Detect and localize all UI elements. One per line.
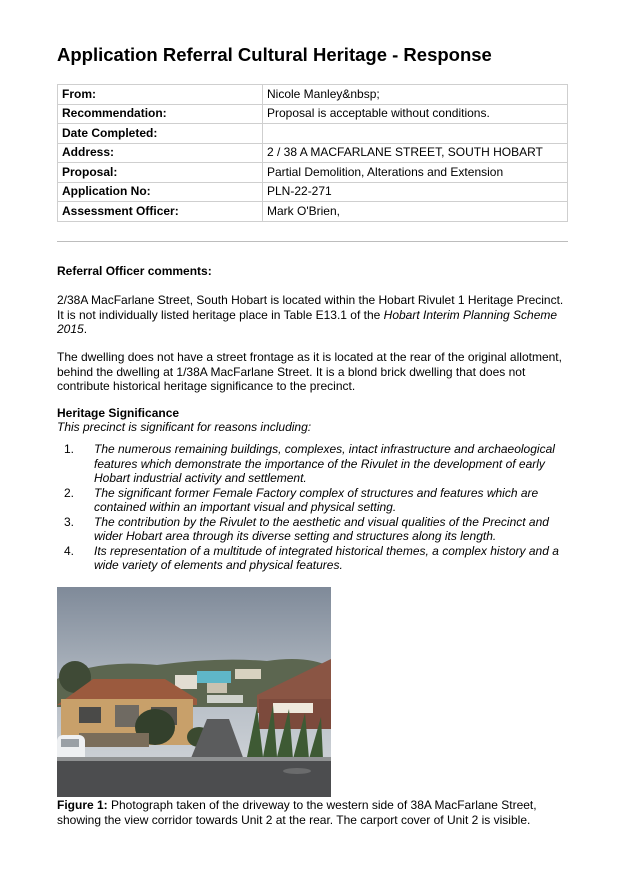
driveway-photo — [57, 587, 331, 797]
field-label: Recommendation: — [58, 104, 263, 124]
field-value: Proposal is acceptable without conditions. — [263, 104, 568, 124]
field-label: Proposal: — [58, 163, 263, 183]
list-item-text: The numerous remaining buildings, complexes, intact infrastructure and archaeological features which demonstrate the importance of the Rivulet in the development of early Hobart industrial activity and settlement. — [94, 442, 555, 485]
section-divider — [57, 241, 568, 242]
field-label: From: — [58, 85, 263, 105]
table-row — [58, 182, 568, 202]
list-item — [57, 442, 568, 486]
list-item-text: Its representation of a multitude of integrated historical themes, a complex history and a wide variety of elements and physical features. — [94, 543, 559, 572]
table-row — [58, 163, 568, 183]
field-label: Assessment Officer: — [58, 202, 263, 222]
list-number: 2. — [64, 485, 75, 500]
significance-list — [57, 442, 568, 573]
planning-scheme-name: Hobart Interim Planning Scheme 2015 — [57, 307, 558, 336]
field-value: Partial Demolition, Alterations and Extension — [263, 163, 568, 183]
page-title: Application Referral Cultural Heritage - Response — [57, 44, 492, 65]
paragraph-dwelling: The dwelling does not have a street frontage as it is located at the rear of the original allotment, behind the dwelling at 1/38A MacFarlane Street. It is a blond brick dwelling that does not contribute historical heritage significance to the precinct. — [57, 350, 562, 393]
field-label: Address: — [58, 143, 263, 163]
list-item-text: The contribution by the Rivulet to the aesthetic and visual qualities of the Precinct and wider Hobart area through its diverse setting and structures along its length. — [94, 514, 549, 543]
list-number: 4. — [64, 543, 75, 558]
paragraph-end: . — [83, 322, 88, 336]
table-row — [58, 85, 568, 105]
paragraph-text: 2/38A MacFarlane Street, South Hobart is located within the Hobart Rivulet 1 Heritage Precinct. It is not individually listed heritage place in Table E13.1 of the — [57, 293, 564, 322]
significance-heading: Heritage Significance — [57, 406, 180, 420]
field-value: Mark O'Brien, — [263, 202, 568, 222]
field-value: 2 / 38 A MACFARLANE STREET, SOUTH HOBART — [263, 143, 568, 163]
field-value: PLN-22-271 — [263, 182, 568, 202]
paragraph-location — [57, 293, 568, 337]
list-item-text: The significant former Female Factory complex of structures and features which are contained within an important visual and physical setting. — [94, 485, 539, 514]
list-item — [57, 544, 568, 573]
significance-list-container — [57, 442, 568, 573]
list-number: 3. — [64, 514, 75, 529]
list-number: 1. — [64, 442, 75, 456]
significance-intro: This precinct is significant for reasons including: — [57, 420, 312, 434]
field-value: Nicole Manley&nbsp; — [263, 85, 568, 105]
field-label: Date Completed: — [58, 124, 263, 144]
field-value — [263, 124, 568, 144]
table-row — [58, 104, 568, 124]
figure-caption — [57, 798, 568, 827]
table-row — [58, 202, 568, 222]
figure-caption-text: Photograph taken of the driveway to the western side of 38A MacFarlane Street, showing the view corridor towards Unit 2 at the rear. The carport cover of Unit 2 is visible. — [57, 798, 537, 827]
list-item — [57, 515, 568, 544]
field-label: Application No: — [58, 182, 263, 202]
referral-details-table — [57, 84, 568, 222]
table-row — [58, 143, 568, 163]
table-row — [58, 124, 568, 144]
figure-label: Figure 1: — [57, 798, 108, 812]
list-item — [57, 486, 568, 515]
comments-heading: Referral Officer comments: — [57, 264, 212, 278]
